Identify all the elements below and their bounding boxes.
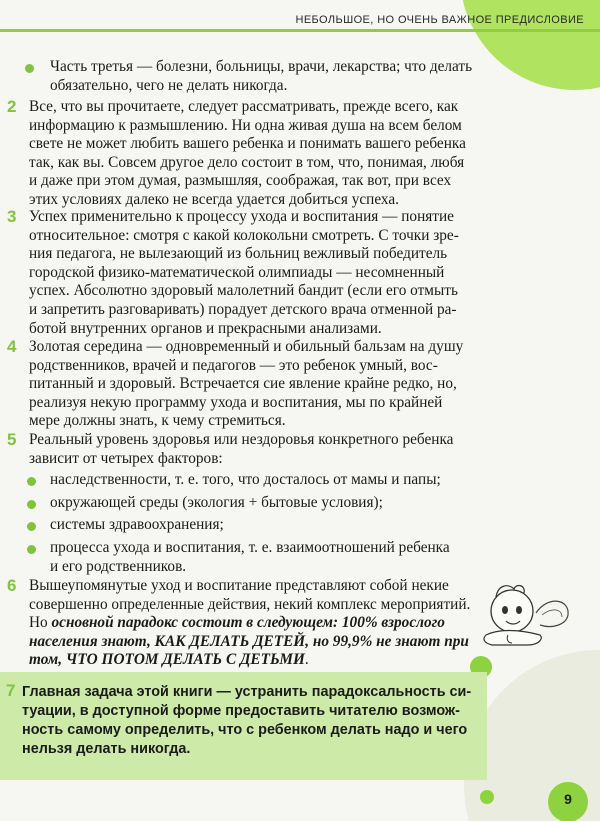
paragraph-number: 3 xyxy=(7,207,17,226)
paragraph-number: 4 xyxy=(7,337,17,356)
running-header: НЕБОЛЬШОЕ, НО ОЧЕНЬ ВАЖНОЕ ПРЕДИСЛОВИЕ xyxy=(295,14,584,26)
bullet-icon xyxy=(25,64,34,73)
paragraph-6: Вышеупомянутые уход и воспитание представляют собой некие совершенно определенные действия, некий комплекс мероприятий. Но основной парадокс состоит в следующем: 100% взрослого населения знают, КАК ДЕЛАТЬ ДЕТЕЙ, но 99,9% не знают при том, ЧТО ПОТОМ ДЕЛАТЬ С ДЕТЬМИ. xyxy=(29,577,471,669)
factor-item: окружающей среды (экология + бытовые условия); xyxy=(50,494,383,511)
factor-item: наследственности, т. е. того, что досталось от мамы и папы; xyxy=(50,471,441,488)
paragraph-number: 2 xyxy=(7,97,17,116)
paragraph-3: Успех применительно к процессу ухода и воспитания — понятие относительное: смотря с какой колокольни смотреть. С точки зре- ния педагога, не вылезающий из больниц вежливый победитель городской физико-математической олимпиады — несомненный успех. Абсолютно здоровый малолетний бандит (если его отмыть и запретить разговаривать) порадует детского врача отменной ра- ботой внутренних органов и прекрасными анализами. xyxy=(29,208,459,337)
paragraph-2: Все, что вы прочитаете, следует рассматривать, прежде всего, как информацию к размышлению. Ни одна живая душа на всем белом свете не может любить вашего ребенка и понимать вашего ребенка так, как вы. Совсем другое дело состоит в том, что, понимая, любя и даже при этом думая, размышляя, соображая, так вот, при всех этих условиях далеко не всегда удается добиться успеха. xyxy=(29,98,466,208)
top-bullet-text: Часть третья — болезни, больницы, врачи, лекарства; что делать обязательно, чего не делать никогда. xyxy=(50,58,473,94)
baby-illustration xyxy=(478,573,574,653)
factor-item: процесса ухода и воспитания, т. е. взаимоотношений ребенка и его родственников. xyxy=(50,539,450,575)
paragraph-number: 5 xyxy=(7,430,17,449)
factor-item: системы здравоохранения; xyxy=(50,516,224,533)
paragraph-number: 7 xyxy=(6,681,16,700)
key-point-text: Главная задача этой книги — устранить парадоксальность си- туации, в доступной форме предоставить читателю возмож- ность самому определить, что с ребенком делать надо и чего нельзя делать никогда. xyxy=(22,684,472,757)
paragraph-number: 6 xyxy=(7,576,17,595)
bullet-icon xyxy=(27,522,36,531)
bullet-icon xyxy=(27,500,36,509)
paragraph-5: Реальный уровень здоровья или нездоровья конкретного ребенка зависит от четырех факторов: xyxy=(29,431,454,467)
bullet-icon xyxy=(27,545,36,554)
page-number: 9 xyxy=(564,791,572,807)
paragraph-4: Золотая середина — одновременный и обильный бальзам на душу родственников, врачей и педагогов — это ребенок умный, вос- питанный и здоровый. Встречается сие явление крайне редко, но, реализуя некую программу ухода и воспитания, мы по крайней мере должны знать, к чему стремиться. xyxy=(29,338,464,430)
decor-dot xyxy=(480,790,494,804)
bullet-icon xyxy=(27,477,36,486)
header-rule xyxy=(0,29,600,32)
